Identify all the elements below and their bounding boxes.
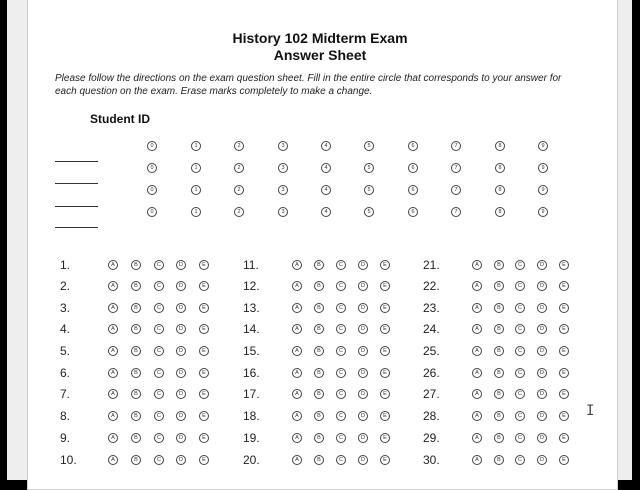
answer-bubble[interactable]: D (537, 411, 547, 421)
student-id-bubble[interactable]: 6 (408, 207, 418, 217)
student-id-bubble[interactable]: 1 (191, 185, 201, 195)
answer-bubble[interactable]: E (380, 281, 390, 291)
answer-bubble[interactable]: B (494, 389, 504, 399)
question-number: 22. (423, 279, 440, 293)
answer-bubble[interactable]: E (199, 455, 209, 465)
answer-bubble[interactable]: D (537, 455, 547, 465)
student-id-bubble[interactable]: 0 (147, 185, 157, 195)
student-id-bubble[interactable]: 8 (495, 207, 505, 217)
answer-bubble[interactable]: D (176, 281, 186, 291)
answer-bubble[interactable]: E (199, 411, 209, 421)
answer-bubble[interactable]: C (336, 303, 346, 313)
student-id-bubble[interactable]: 8 (495, 163, 505, 173)
answer-bubble[interactable]: B (314, 455, 324, 465)
student-id-bubble[interactable]: 4 (321, 207, 331, 217)
student-id-bubble[interactable]: 6 (408, 163, 418, 173)
answer-bubble[interactable]: A (292, 260, 302, 270)
answer-bubble[interactable]: C (154, 455, 164, 465)
student-id-bubble[interactable]: 7 (451, 163, 461, 173)
answer-bubble[interactable]: A (108, 455, 118, 465)
answer-bubble[interactable]: D (176, 346, 186, 356)
answer-bubble[interactable]: A (292, 324, 302, 334)
sheet-subtitle: Answer Sheet (273, 47, 367, 63)
answer-bubble[interactable]: A (292, 303, 302, 313)
student-id-line[interactable] (55, 206, 98, 207)
student-id-bubble[interactable]: 0 (147, 163, 157, 173)
answer-bubble[interactable]: D (176, 324, 186, 334)
answer-bubble[interactable]: D (537, 281, 547, 291)
answer-bubble[interactable]: B (494, 455, 504, 465)
question-number: 13. (243, 301, 260, 315)
student-id-bubble[interactable]: 7 (451, 185, 461, 195)
answer-bubble[interactable]: A (292, 346, 302, 356)
answer-bubble[interactable]: C (336, 324, 346, 334)
answer-bubble[interactable]: B (131, 303, 141, 313)
student-id-bubble[interactable]: 4 (321, 141, 331, 151)
student-id-bubble[interactable]: 2 (234, 141, 244, 151)
student-id-bubble[interactable]: 9 (538, 141, 548, 151)
student-id-bubble[interactable]: 5 (364, 163, 374, 173)
question-number: 21. (423, 258, 440, 272)
answer-bubble[interactable]: D (176, 389, 186, 399)
answer-bubble[interactable]: C (515, 324, 525, 334)
answer-bubble[interactable]: B (494, 260, 504, 270)
student-id-bubble[interactable]: 4 (321, 185, 331, 195)
question-number: 27. (423, 387, 440, 401)
question-number: 14. (243, 322, 260, 336)
answer-bubble[interactable]: A (108, 303, 118, 313)
answer-bubble[interactable]: E (559, 455, 569, 465)
answer-bubble[interactable]: C (515, 281, 525, 291)
question-number: 3. (60, 301, 71, 315)
answer-bubble[interactable]: E (199, 368, 209, 378)
question-number: 11. (243, 258, 259, 272)
question-number: 24. (423, 322, 440, 336)
answer-bubble[interactable]: A (292, 389, 302, 399)
question-number: 30. (423, 453, 440, 467)
answer-bubble[interactable]: C (154, 368, 164, 378)
answer-bubble[interactable]: B (314, 281, 324, 291)
answer-bubble[interactable]: D (176, 303, 186, 313)
answer-bubble[interactable]: B (314, 411, 324, 421)
answer-bubble[interactable]: D (358, 368, 368, 378)
answer-bubble[interactable]: E (559, 281, 569, 291)
student-id-bubble[interactable]: 2 (234, 185, 244, 195)
answer-bubble[interactable]: C (336, 433, 346, 443)
student-id-bubble[interactable]: 5 (364, 185, 374, 195)
student-id-bubble[interactable]: 8 (495, 141, 505, 151)
answer-bubble[interactable]: B (494, 368, 504, 378)
answer-bubble[interactable]: C (154, 411, 164, 421)
student-id-bubble[interactable]: 5 (364, 141, 374, 151)
answer-bubble[interactable]: E (380, 346, 390, 356)
answer-bubble[interactable]: A (292, 281, 302, 291)
student-id-bubble[interactable]: 7 (451, 207, 461, 217)
text-cursor-icon: I (586, 403, 595, 419)
question-number: 2. (60, 279, 71, 293)
answer-bubble[interactable]: E (559, 346, 569, 356)
answer-bubble[interactable]: B (494, 411, 504, 421)
answer-bubble[interactable]: E (559, 324, 569, 334)
answer-bubble[interactable]: C (154, 281, 164, 291)
answer-bubble[interactable]: B (131, 260, 141, 270)
answer-bubble[interactable]: A (292, 411, 302, 421)
answer-bubble[interactable]: E (559, 368, 569, 378)
answer-bubble[interactable]: B (314, 324, 324, 334)
answer-bubble[interactable]: A (472, 411, 482, 421)
student-id-label: Student ID (90, 112, 150, 126)
question-number: 9. (60, 431, 71, 445)
student-id-line[interactable] (55, 161, 98, 162)
answer-bubble[interactable]: D (358, 433, 368, 443)
answer-bubble[interactable]: C (154, 389, 164, 399)
question-number: 16. (243, 366, 260, 380)
question-number: 6. (60, 366, 71, 380)
student-id-bubble[interactable]: 5 (364, 207, 374, 217)
instructions-text: Please follow the directions on the exam question sheet. Fill in the entire circle that corresponds to your answer for each question on the exam. Erase marks completely to make a change. (55, 73, 562, 97)
student-id-bubble[interactable]: 8 (495, 185, 505, 195)
answer-bubble[interactable]: C (336, 455, 346, 465)
answer-bubble[interactable]: E (380, 324, 390, 334)
answer-bubble[interactable]: D (537, 368, 547, 378)
answer-bubble[interactable]: B (131, 324, 141, 334)
student-id-bubble[interactable]: 0 (147, 207, 157, 217)
answer-bubble[interactable]: D (358, 455, 368, 465)
answer-bubble[interactable]: A (108, 368, 118, 378)
answer-bubble[interactable]: B (494, 433, 504, 443)
answer-bubble[interactable]: C (154, 324, 164, 334)
answer-bubble[interactable]: E (559, 411, 569, 421)
answer-bubble[interactable]: B (494, 324, 504, 334)
answer-bubble[interactable]: A (108, 346, 118, 356)
student-id-line[interactable] (55, 227, 98, 228)
answer-bubble[interactable]: D (176, 368, 186, 378)
answer-bubble[interactable]: B (314, 346, 324, 356)
answer-bubble[interactable]: E (380, 433, 390, 443)
answer-bubble[interactable]: C (515, 260, 525, 270)
answer-bubble[interactable]: B (131, 455, 141, 465)
answer-bubble[interactable]: A (472, 455, 482, 465)
student-id-bubble[interactable]: 0 (147, 141, 157, 151)
question-number: 25. (423, 344, 440, 358)
answer-bubble[interactable]: D (358, 260, 368, 270)
answer-bubble[interactable]: E (199, 303, 209, 313)
question-number: 23. (423, 301, 440, 315)
answer-bubble[interactable]: E (559, 303, 569, 313)
answer-bubble[interactable]: D (176, 411, 186, 421)
answer-bubble[interactable]: C (336, 411, 346, 421)
answer-bubble[interactable]: E (559, 260, 569, 270)
answer-bubble[interactable]: A (472, 303, 482, 313)
student-id-bubble[interactable]: 3 (278, 163, 288, 173)
answer-bubble[interactable]: C (336, 260, 346, 270)
answer-bubble[interactable]: A (108, 260, 118, 270)
student-id-bubble[interactable]: 1 (191, 163, 201, 173)
answer-bubble[interactable]: E (199, 281, 209, 291)
answer-bubble[interactable]: C (515, 368, 525, 378)
answer-bubble[interactable]: E (199, 433, 209, 443)
answer-bubble[interactable]: A (472, 389, 482, 399)
answer-bubble[interactable]: D (358, 281, 368, 291)
answer-bubble[interactable]: C (515, 433, 525, 443)
student-id-bubble[interactable]: 6 (408, 141, 418, 151)
answer-bubble[interactable]: C (154, 303, 164, 313)
answer-bubble[interactable]: C (515, 389, 525, 399)
answer-bubble[interactable]: C (154, 346, 164, 356)
answer-bubble[interactable]: E (380, 389, 390, 399)
student-id-bubble[interactable]: 1 (191, 207, 201, 217)
answer-bubble[interactable]: E (199, 324, 209, 334)
answer-bubble[interactable]: C (515, 303, 525, 313)
question-number: 29. (423, 431, 440, 445)
student-id-bubble[interactable]: 2 (234, 207, 244, 217)
answer-bubble[interactable]: D (358, 324, 368, 334)
student-id-bubble[interactable]: 3 (278, 141, 288, 151)
student-id-bubble[interactable]: 4 (321, 163, 331, 173)
student-id-bubble[interactable]: 6 (408, 185, 418, 195)
answer-bubble[interactable]: E (380, 260, 390, 270)
question-number: 28. (423, 409, 440, 423)
answer-bubble[interactable]: C (515, 346, 525, 356)
answer-bubble[interactable]: E (380, 303, 390, 313)
student-id-bubble[interactable]: 9 (538, 207, 548, 217)
student-id-bubble[interactable]: 3 (278, 207, 288, 217)
answer-bubble[interactable]: C (515, 455, 525, 465)
answer-bubble[interactable]: A (108, 324, 118, 334)
answer-bubble[interactable]: D (537, 389, 547, 399)
answer-bubble[interactable]: D (537, 346, 547, 356)
answer-bubble[interactable]: B (131, 368, 141, 378)
answer-bubble[interactable]: E (199, 346, 209, 356)
answer-bubble[interactable]: E (380, 368, 390, 378)
question-number: 18. (243, 409, 260, 423)
student-id-bubble[interactable]: 3 (278, 185, 288, 195)
answer-bubble[interactable]: B (314, 433, 324, 443)
answer-bubble[interactable]: B (131, 389, 141, 399)
answer-bubble[interactable]: D (537, 260, 547, 270)
answer-bubble[interactable]: C (154, 433, 164, 443)
answer-bubble[interactable]: D (176, 455, 186, 465)
answer-bubble[interactable]: C (336, 346, 346, 356)
answer-bubble[interactable]: E (199, 260, 209, 270)
answer-bubble[interactable]: B (314, 389, 324, 399)
student-id-bubble[interactable]: 9 (538, 185, 548, 195)
answer-bubble[interactable]: A (472, 433, 482, 443)
answer-bubble[interactable]: B (131, 281, 141, 291)
question-number: 20. (243, 453, 260, 467)
answer-bubble[interactable]: D (358, 389, 368, 399)
student-id-bubble[interactable]: 9 (538, 163, 548, 173)
question-number: 1. (60, 258, 71, 272)
answer-bubble[interactable]: B (314, 368, 324, 378)
question-number: 12. (243, 279, 260, 293)
question-number: 7. (60, 387, 71, 401)
answer-bubble[interactable]: B (494, 281, 504, 291)
answer-bubble[interactable]: B (314, 303, 324, 313)
answer-bubble[interactable]: A (108, 411, 118, 421)
answer-bubble[interactable]: C (515, 411, 525, 421)
answer-bubble[interactable]: A (472, 346, 482, 356)
student-id-line[interactable] (55, 183, 98, 184)
answer-bubble[interactable]: E (380, 411, 390, 421)
answer-bubble[interactable]: D (358, 303, 368, 313)
answer-bubble[interactable]: B (131, 346, 141, 356)
answer-bubble[interactable]: D (358, 411, 368, 421)
answer-bubble[interactable]: D (537, 433, 547, 443)
student-id-bubble[interactable]: 7 (451, 141, 461, 151)
answer-bubble[interactable]: D (358, 346, 368, 356)
answer-bubble[interactable]: A (472, 260, 482, 270)
answer-bubble[interactable]: A (472, 324, 482, 334)
answer-bubble[interactable]: A (472, 368, 482, 378)
answer-bubble[interactable]: C (336, 389, 346, 399)
answer-bubble[interactable]: D (176, 260, 186, 270)
answer-bubble[interactable]: B (494, 303, 504, 313)
answer-bubble[interactable]: E (559, 389, 569, 399)
question-number: 10. (60, 453, 77, 467)
student-id-bubble[interactable]: 1 (191, 141, 201, 151)
answer-bubble[interactable]: A (108, 389, 118, 399)
answer-bubble[interactable]: B (131, 433, 141, 443)
answer-bubble[interactable]: A (292, 455, 302, 465)
answer-bubble[interactable]: A (292, 368, 302, 378)
answer-bubble[interactable]: D (537, 303, 547, 313)
question-number: 17. (243, 387, 260, 401)
answer-bubble[interactable]: E (380, 455, 390, 465)
exam-title: History 102 Midterm Exam (232, 30, 408, 46)
answer-bubble[interactable]: B (131, 411, 141, 421)
question-number: 26. (423, 366, 440, 380)
answer-bubble[interactable]: D (176, 433, 186, 443)
student-id-bubble[interactable]: 2 (234, 163, 244, 173)
answer-bubble[interactable]: B (314, 260, 324, 270)
answer-bubble[interactable]: E (559, 433, 569, 443)
question-number: 4. (60, 322, 71, 336)
question-number: 19. (243, 431, 260, 445)
answer-bubble[interactable]: A (472, 281, 482, 291)
answer-bubble[interactable]: A (292, 433, 302, 443)
answer-bubble[interactable]: D (537, 324, 547, 334)
answer-bubble[interactable]: C (336, 368, 346, 378)
answer-bubble[interactable]: E (199, 389, 209, 399)
answer-bubble[interactable]: C (336, 281, 346, 291)
answer-bubble[interactable]: C (154, 260, 164, 270)
answer-bubble[interactable]: B (494, 346, 504, 356)
answer-bubble[interactable]: A (108, 433, 118, 443)
question-number: 5. (60, 344, 71, 358)
document-viewer (7, 0, 632, 480)
question-number: 15. (243, 344, 260, 358)
answer-bubble[interactable]: A (108, 281, 118, 291)
question-number: 8. (60, 409, 71, 423)
